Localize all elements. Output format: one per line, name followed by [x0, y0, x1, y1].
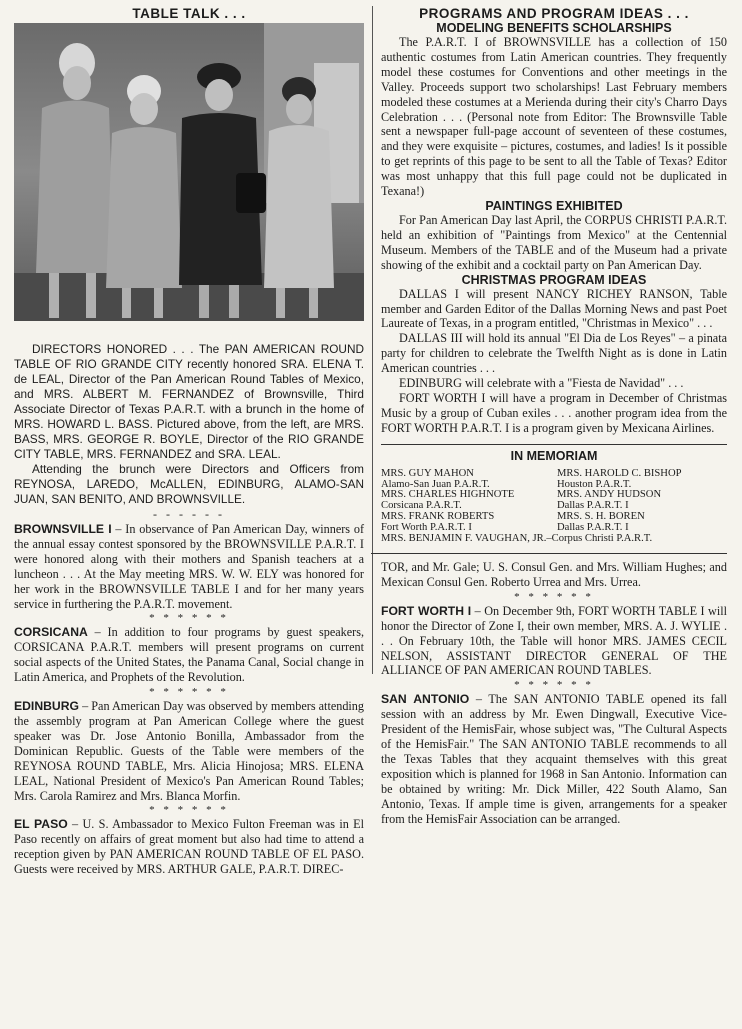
memoriam-name: MRS. GUY MAHON	[381, 467, 474, 479]
dallas-iii-text: DALLAS III will hold its annual "El Dia de Los Reyes" – a pinata party for children to celebrate the Twelfth Night as is done in Latin American countries . . .	[381, 331, 727, 376]
christmas-subhead: CHRISTMAS PROGRAM IDEAS	[461, 272, 647, 287]
memoriam-list	[381, 469, 727, 545]
column-divider	[372, 6, 373, 674]
star-separator: * * * * * *	[514, 679, 594, 692]
star-separator: * * * * * *	[514, 590, 594, 603]
el-paso-lead: EL PASO	[14, 817, 68, 832]
dallas-i-text: DALLAS I will present NANCY RICHEY RANSON, Table member and Garden Editor of the Dallas Morning News and past Poet Laureate of Texas, in a program entitled, "Christmas in Mexico" . . .	[381, 286, 727, 331]
brownsville-lead: BROWNSVILLE I	[14, 522, 112, 536]
memoriam-bottom-rule	[371, 553, 727, 554]
brownsville-text: – In observance of Pan American Day, winners of the annual essay contest sponsored by the BROWNSVILLE P.A.R.T. I were honored along with their mothers and Spanish teachers at a luncheon . . . At the May meeting MRS. W. W. ELY was honored for her work in the BROWNSVILLE TABLE I and for her many years service in furthering the P.A.R.T. movement.	[14, 522, 365, 611]
el-paso-continued-text: TOR, and Mr. Gale; U. S. Consul Gen. and Mrs. William Hughes; and Mexican Consul Gen. Roberto Urrea and Mrs. Urrea.	[381, 560, 727, 589]
programs-heading: PROGRAMS AND PROGRAM IDEAS . . .	[419, 6, 689, 21]
san-antonio-text: – The SAN ANTONIO TABLE opened its fall session with an address by Mr. Ewen Dingwall, Executive Vice-President of the HemisFair, whose subject was, "The Cultural Aspects of the HemisFair." The SAN ANTONIO TABLE recommends to all the Texas Tables that they acquaint themselves with this great exposition which is planned for 1968 in San Antonio. Information can be obtained by writing: Mr. Dick Miller, 422 South Alamo, San Antonio, Texas. If ample time is given, arrangements for a speaker from the HemisFair Association can be arranged.	[381, 692, 727, 826]
el-paso-text: – U. S. Ambassador to Mexico Fulton Freeman was in El Paso recently on affairs of great moment but also had time to attend a reception given by PAN AMERICAN ROUND TABLE OF EL PASO. Guests were received by MRS. ARTHUR GALE, P.A.R.T. DIREC-	[14, 817, 365, 877]
left-column	[14, 6, 364, 877]
fort-worth-item	[381, 604, 727, 679]
star-separator: * * * * * *	[149, 804, 229, 817]
corsicana-lead: CORSICANA	[14, 625, 88, 640]
memoriam-table: Fort Worth P.A.R.T. I	[381, 522, 472, 534]
corsicana-text: – In addition to four programs by guest speakers, CORSICANA P.A.R.T. members will present programs on current social aspects of the United States, the Panama Canal, Social change in Latin America, and Prophets of the Revolution.	[14, 625, 364, 685]
dash-separator: - - - - - -	[153, 507, 225, 521]
memoriam-name: MRS. S. H. BOREN	[557, 511, 645, 523]
san-antonio-lead: SAN ANTONIO	[381, 692, 470, 707]
table-talk-heading: TABLE TALK . . .	[132, 6, 246, 21]
fort-worth-christmas-text: FORT WORTH I will have a program in December of Christmas Music by a group of Cuban exiles . . . another program idea from the FORT WORTH P.A.R.T. I is a program given by Mexicana Airlines.	[381, 390, 727, 435]
memoriam-name: MRS. HAROLD C. BISHOP	[557, 467, 682, 479]
modeling-subhead: MODELING BENEFITS SCHOLARSHIPS	[436, 21, 672, 35]
right-column	[381, 6, 727, 827]
edinburg-christmas-text: EDINBURG will celebrate with a "Fiesta de Navidad" . . .	[399, 376, 684, 391]
memoriam-name: MRS. BENJAMIN F. VAUGHAN, JR.–Corpus Christi P.A.R.T.	[381, 533, 653, 545]
memoriam-table: Houston P.A.R.T.	[557, 478, 632, 490]
attending-text: Attending the brunch were Directors and Officers from REYNOSA, LAREDO, McALLEN, EDINBURG, ALAMO-SAN JUAN, SAN BENITO, AND BROWNSVILLE.	[14, 462, 364, 506]
memoriam-table: Dallas P.A.R.T. I	[557, 500, 629, 512]
fort-worth-lead: FORT WORTH I	[381, 603, 472, 618]
edinburg-item	[14, 699, 364, 803]
edinburg-text: – Pan American Day was observed by members attending the assembly program at Pan American College where the guest speaker was Dr. Jose Antonio Bonilla, Ambassador from the Dominican Republic. Guests of the Table were members of the REYNOSA ROUND TABLE, Mrs. Alicia Hinojosa; MRS. ELENA LEAL, National President of Mexico's Pan American Round Tables; Mrs. Carola Ramirez and Mrs. Blanca Morfin.	[14, 699, 364, 803]
memoriam-name: MRS. FRANK ROBERTS	[381, 511, 495, 523]
edinburg-lead: EDINBURG	[14, 699, 80, 714]
san-antonio-item	[381, 692, 727, 826]
paintings-text: For Pan American Day last April, the CORPUS CHRISTI P.A.R.T. held an exhibition of "Paintings from Mexico" at the Centennial Museum. Members of the TABLE and of the Museum had a private showing of the exhibit and a cocktail party on Pan American Day.	[381, 212, 727, 272]
corsicana-item	[14, 625, 364, 685]
el-paso-item	[14, 817, 364, 877]
modeling-text: The P.A.R.T. I of BROWNSVILLE has a collection of 150 authentic costumes from Latin American countries. They frequently model these costumes for Conventions and other meetings in the Valley. Proceeds support two scholarships! Last February members modeled these costumes at a Merienda during their city's Charro Days Celebration . . . (Personal note from Editor: The Brownsville Table sent a newspaper full-page account of seventeen of these costumes, and they were exquisite – pictures, costumes, and ladies! Is it possible to get reprints of this page to be sent to all the Table of Texas? Editor was most unhappy that this full page could not be duplicated in Texana!)	[381, 35, 727, 199]
memoriam-table: Dallas P.A.R.T. I	[557, 522, 629, 534]
paintings-subhead: PAINTINGS EXHIBITED	[485, 198, 623, 213]
memoriam-name: MRS. ANDY HUDSON	[557, 489, 662, 501]
memoriam-heading: IN MEMORIAM	[510, 448, 598, 463]
directors-honored-text: DIRECTORS HONORED . . . The PAN AMERICAN ROUND TABLE OF RIO GRANDE CITY recently honored SRA. ELENA T. de LEAL, Director of the Pan American Round Tables of Mexico, and MRS. ALBERT M. FERNANDEZ of Brownsville, Third Associate Director of Texas P.A.R.T. with a brunch in the home of MRS. HOWARD L. BASS. Pictured above, from the left, are MRS. BASS, MRS. GEORGE R. BOYLE, Director of the RIO GRANDE CITY TABLE, MRS. FERNANDEZ and SRA. LEAL.	[14, 342, 364, 461]
group-photo	[14, 23, 364, 321]
memoriam-name: MRS. CHARLES HIGHNOTE	[381, 489, 515, 501]
star-separator: * * * * * *	[149, 686, 229, 699]
brownsville-item	[14, 522, 364, 611]
star-separator: * * * * * *	[149, 612, 229, 625]
memoriam-table: Alamo-San Juan P.A.R.T.	[381, 478, 490, 490]
fort-worth-text: – On December 9th, FORT WORTH TABLE I will honor the Director of Zone I, their own member, MRS. A. J. WYLIE . . . On February 10th, the Table will honor MRS. JAMES CECIL NELSON, ASSISTANT DIRECTOR GENERAL OF THE ALLIANCE OF PAN AMERICAN ROUND TABLES.	[381, 603, 727, 678]
memoriam-table: Corsicana P.A.R.T.	[381, 500, 462, 512]
memoriam-top-rule	[381, 444, 727, 445]
